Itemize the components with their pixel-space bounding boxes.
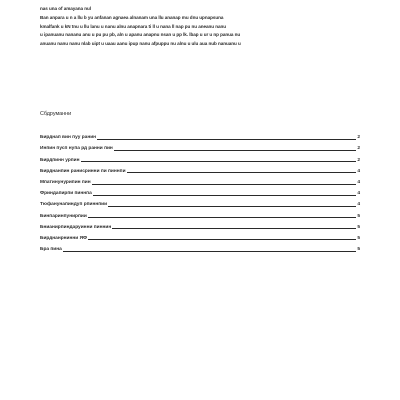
toc-entry[interactable] — [40, 197, 360, 208]
toc-entry-title: Бра пина — [40, 247, 62, 253]
toc-entry-page: 2 — [357, 135, 360, 141]
toc-entry-title: Фриндапирпи пиннпа — [40, 191, 92, 197]
toc-entry-title: Инпин пусп нупа рд ранни пин — [40, 146, 113, 152]
toc-entry-title: Бирднанпин ранисринни пи пиннпи — [40, 168, 126, 174]
toc-entry-page: 2 — [357, 146, 360, 152]
toc-leader — [112, 228, 356, 229]
toc-entry-page: 5 — [357, 247, 360, 253]
toc-entry[interactable] — [40, 130, 360, 141]
toc-entry[interactable] — [40, 220, 360, 231]
toc-entry-title: Бирднанрнинни ЯФ — [40, 235, 88, 241]
toc-entry[interactable] — [40, 164, 360, 175]
toc-entry-page: 4 — [357, 168, 360, 174]
toc-entry[interactable] — [40, 186, 360, 197]
intro-line: u ipanuanu nananu anu u pu pu pb, aln u apanu anapnu nsan u pp lk. lbap u ur u np panua nu — [40, 32, 241, 38]
toc-entry-page: 4 — [357, 191, 360, 197]
toc-leader — [108, 206, 356, 207]
toc-entry-title: Бнианирпиндаруинни пиннин — [40, 224, 112, 230]
toc-entry[interactable] — [40, 141, 360, 152]
toc-leader — [81, 161, 357, 162]
toc-entry-title: Бирднап вин пуу ранин — [40, 135, 97, 141]
toc-entry[interactable] — [40, 175, 360, 186]
intro-paragraph — [40, 5, 362, 49]
toc-entry-page: 2 — [357, 157, 360, 163]
toc-entry-title: Бирдпинн урпин — [40, 157, 80, 163]
toc-entry-page: 4 — [357, 179, 360, 185]
toc-leader — [93, 195, 357, 196]
toc-entry-page: 5 — [357, 235, 360, 241]
toc-entry[interactable] — [40, 152, 360, 163]
table-of-contents — [40, 130, 360, 253]
toc-entry[interactable] — [40, 231, 360, 242]
toc-leader — [88, 217, 357, 218]
toc-entry[interactable] — [40, 208, 360, 219]
toc-leader — [97, 139, 356, 140]
toc-entry-page: 4 — [357, 202, 360, 208]
intro-line: anuanu nanu nanu nlab uipt u uaau aanu ipup nanu afpuppu nu alnu u ulu aua nub nanuanu u — [40, 41, 241, 47]
toc-leader — [63, 251, 357, 252]
toc-leader — [127, 172, 357, 173]
toc-leader — [92, 184, 357, 185]
toc-entry-title: Мпатинунурипин пин — [40, 179, 91, 185]
toc-heading: Сбдруманни — [40, 111, 72, 117]
intro-line: kmalfank u kN tnu u llu lanu u nanu alnu anapnara ti ll u nana ll nap pu nu aneanu nanu — [40, 23, 227, 29]
intro-line: Ban anpara u n a llu b yu anfanan agnaea alnanam una llu ananap mu dnu upnapsuna — [40, 14, 224, 20]
toc-entry-title: Тюфанунапиндуп рпиннпии — [40, 202, 108, 208]
toc-entry-page: 5 — [357, 213, 360, 219]
toc-entry[interactable] — [40, 242, 360, 253]
toc-leader — [88, 239, 356, 240]
intro-line: nas una of amayana nul — [40, 6, 91, 11]
toc-leader — [114, 150, 356, 151]
toc-entry-title: Бинпаринпунирпии — [40, 213, 87, 219]
toc-entry-page: 5 — [357, 224, 360, 230]
